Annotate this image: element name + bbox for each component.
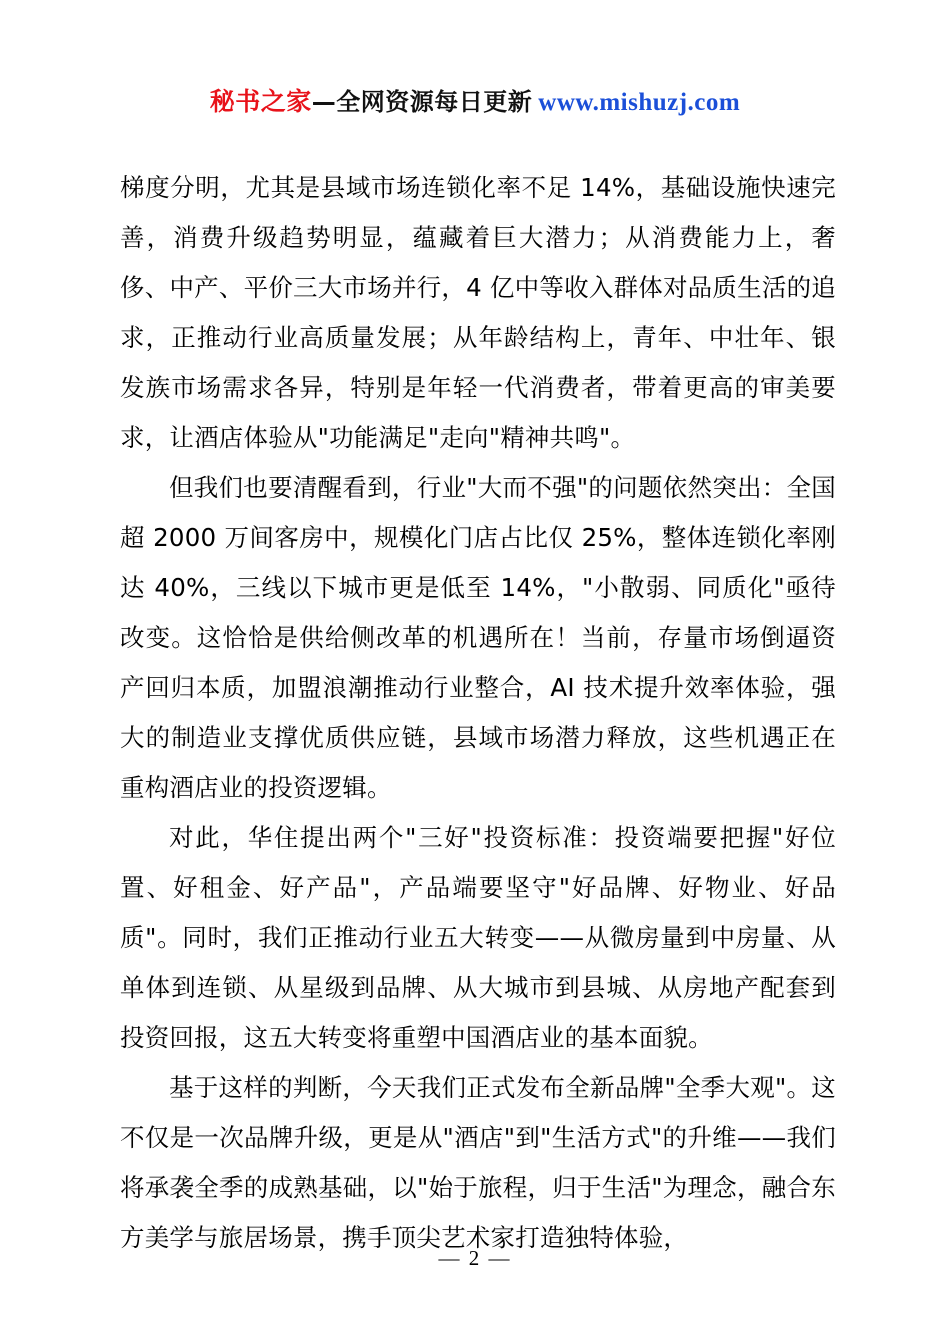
header-tagline: 全网资源每日更新 xyxy=(336,88,533,116)
paragraph-3: 对此，华住提出两个"三好"投资标准：投资端要把握"好位置、好租金、好产品"，产品端要坚守"好品牌、好物业、好品质"。同时，我们正推动行业五大转变——从微房量到中房量、从单体到连锁、从星级到品牌、从大城市到县城、从房地产配套到投资回报，这五大转变将重塑中国酒店业的基本面貌。 xyxy=(120,823,836,1052)
paragraph-1: 梯度分明，尤其是县域市场连锁化率不足 14%，基础设施快速完善，消费升级趋势明显，蕴藏着巨大潜力；从消费能力上，奢侈、中产、平价三大市场并行，4 亿中等收入群体对品质生活的追求，正推动行业高质量发展；从年龄结构上，青年、中壮年、银发族市场需求各异，特别是年轻一代消费者，带着更高的审美要求，让酒店体验从"功能满足"走向"精神共鸣"。 xyxy=(120,173,836,452)
site-url-link[interactable]: www.mishuzj.com xyxy=(538,89,741,116)
document-body xyxy=(120,163,836,1263)
paragraph-4: 基于这样的判断，今天我们正式发布全新品牌"全季大观"。这不仅是一次品牌升级，更是从"酒店"到"生活方式"的升维——我们将承袭全季的成熟基础，以"始于旅程，归于生活"为理念，融合东方美学与旅居场景，携手顶尖艺术家打造独特体验， xyxy=(120,1073,836,1252)
page-header xyxy=(0,82,950,118)
paragraph-2: 但我们也要清醒看到，行业"大而不强"的问题依然突出：全国超 2000 万间客房中，规模化门店占比仅 25%，整体连锁化率刚达 40%，三线以下城市更是低至 14%，"小散弱、同质化"亟待改变。这恰恰是供给侧改革的机遇所在！当前，存量市场倒逼资产回归本质，加盟浪潮推动行业整合，AI 技术提升效率体验，强大的制造业支撑优质供应链，县域市场潜力释放，这些机遇正在重构酒店业的投资逻辑。 xyxy=(120,473,836,802)
page-number: — 2 — xyxy=(438,1246,512,1270)
header-dash: — xyxy=(311,88,337,116)
site-brand-label: 秘书之家 xyxy=(209,87,312,116)
